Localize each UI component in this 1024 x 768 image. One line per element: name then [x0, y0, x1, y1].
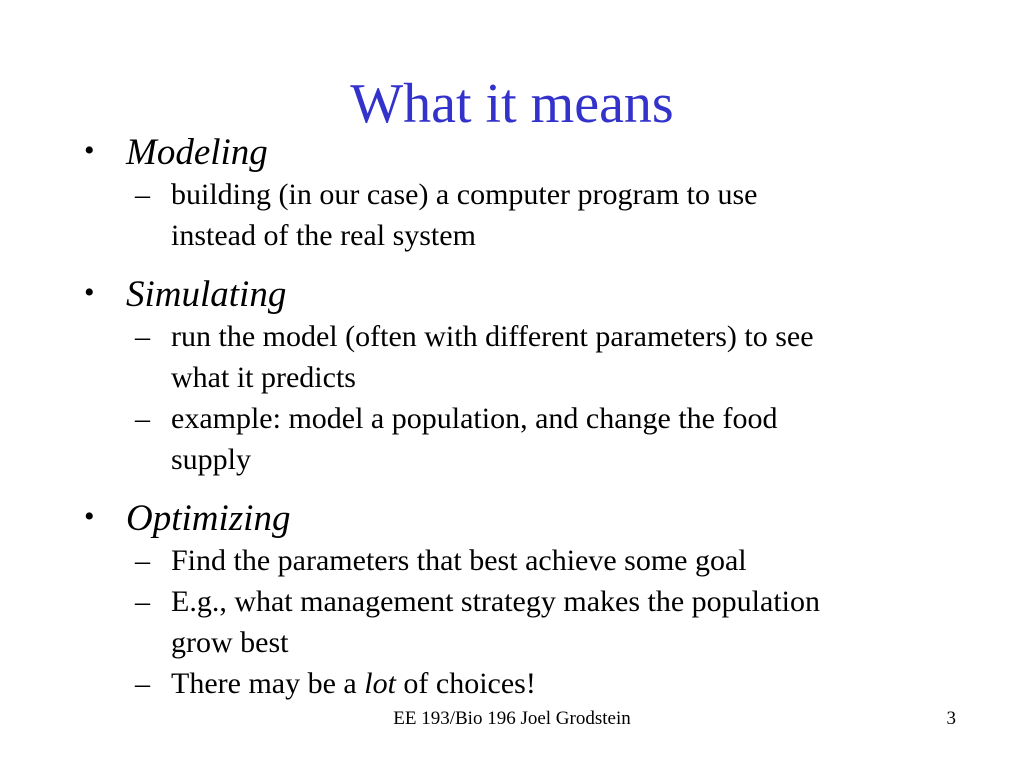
dash-icon: –	[135, 667, 150, 700]
sub-item-line	[171, 663, 944, 704]
sub-item	[135, 398, 944, 480]
sub-item	[135, 581, 944, 663]
sub-item-line: run the model (often with different parameters) to see	[171, 320, 814, 353]
dash-icon: –	[135, 178, 150, 211]
dash-icon: –	[135, 402, 150, 435]
sub-item-line: instead of the real system	[171, 219, 476, 252]
bullet-optimizing	[84, 498, 944, 540]
sub-item-line: supply	[171, 443, 252, 476]
bullet-icon: •	[84, 500, 95, 533]
sub-item-line: building (in our case) a computer program to use	[171, 178, 758, 211]
bullet-icon: •	[84, 134, 95, 167]
sub-item	[135, 174, 944, 256]
sub-item	[135, 663, 944, 704]
sub-item-line: E.g., what management strategy makes the population	[171, 585, 820, 618]
sub-item-line: grow best	[171, 626, 289, 659]
bullet-modeling	[84, 132, 944, 174]
bullet-heading: Optimizing	[126, 498, 291, 539]
page-number: 3	[946, 708, 956, 729]
slide-title: What it means	[350, 73, 674, 135]
footer-course: EE 193/Bio 196 Joel Grodstein	[393, 708, 631, 729]
bullet-simulating	[84, 274, 944, 316]
bullet-icon: •	[84, 276, 95, 309]
bullet-heading: Modeling	[126, 132, 268, 173]
sub-item-text: There may be a	[171, 667, 365, 700]
sub-item-line: what it predicts	[171, 361, 356, 394]
sub-item	[135, 540, 944, 581]
emphasis-text: lot	[364, 667, 396, 700]
sub-item-text: of choices!	[395, 667, 536, 700]
sub-item	[135, 316, 944, 398]
dash-icon: –	[135, 585, 150, 618]
sub-item-line: example: model a population, and change the food	[171, 402, 778, 435]
dash-icon: –	[135, 544, 150, 577]
dash-icon: –	[135, 320, 150, 353]
slide-content	[84, 132, 944, 704]
sub-item-line: Find the parameters that best achieve some goal	[171, 544, 747, 577]
bullet-heading: Simulating	[126, 274, 287, 315]
